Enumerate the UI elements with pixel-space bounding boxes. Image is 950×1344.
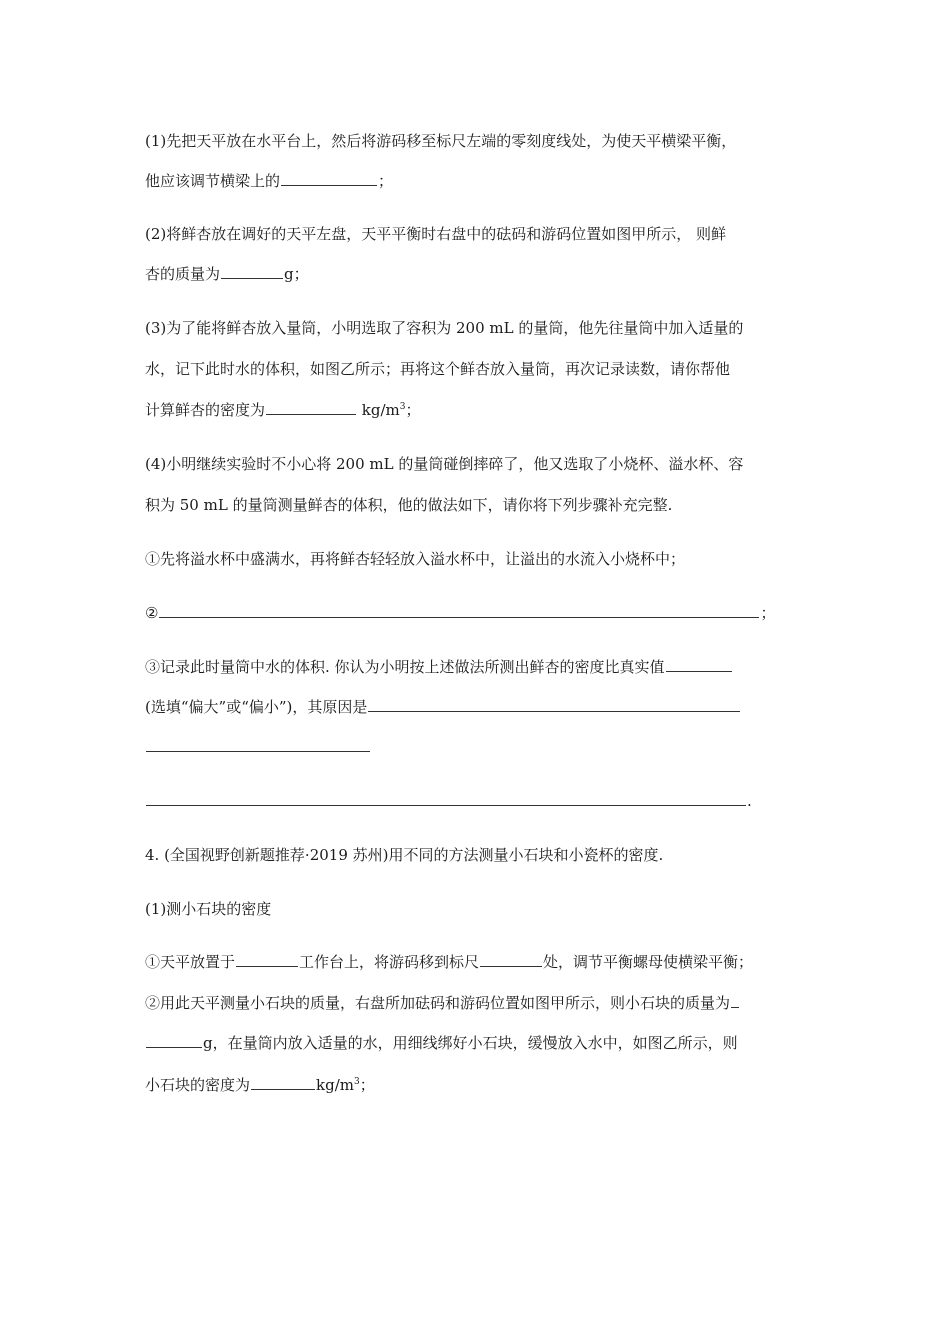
text: ； xyxy=(405,401,421,419)
q3-p1-line2 xyxy=(145,171,393,191)
text: g； xyxy=(284,265,309,283)
text: ③记录此时量筒中水的体积. 你认为小明按上述做法所测出鲜杏的密度比真实值 xyxy=(145,658,665,676)
answer-blank[interactable] xyxy=(480,952,542,967)
text: 积为 50 mL 的量筒测量鲜杏的体积，他的做法如下，请你将下列步骤补充完整. xyxy=(145,496,673,514)
text: 计算鲜杏的密度为 xyxy=(145,401,266,419)
text: 小石块的密度为 xyxy=(145,1076,251,1094)
unit: kg/m xyxy=(361,401,400,419)
text: ； xyxy=(760,604,776,622)
q3-p4-line2 xyxy=(145,495,672,515)
text: ② xyxy=(145,604,159,622)
q4-s2-line3 xyxy=(145,1075,375,1095)
q3-p3-line2 xyxy=(145,359,730,379)
text: 水，记下此时水的体积，如图乙所示；再将这个鲜杏放入量筒，再次记录读数，请你帮他 xyxy=(145,360,731,378)
answer-blank[interactable] xyxy=(251,1075,315,1090)
text: 4. (全国视野创新题推荐·2019 苏州)用不同的方法测量小石块和小瓷杯的密度. xyxy=(145,846,664,864)
q3-step3-line4 xyxy=(145,791,752,811)
answer-blank[interactable] xyxy=(159,603,759,618)
q3-p3-line3 xyxy=(145,400,421,420)
text: g，在量筒内放入适量的水，用细线绑好小石块，缓慢放入水中，如图乙所示，则 xyxy=(203,1034,738,1052)
answer-blank[interactable] xyxy=(731,993,739,1008)
text: (4)小明继续实验时不小心将 200 mL 的量筒碰倒摔碎了，他又选取了小烧杯、溢水杯、容 xyxy=(145,455,744,473)
answer-blank[interactable] xyxy=(236,952,298,967)
q3-step1 xyxy=(145,549,685,569)
q3-p3-line1 xyxy=(145,318,743,338)
unit-exponent: 3 xyxy=(399,402,406,412)
q4-s2-line1 xyxy=(145,993,740,1013)
q3-p2-line1 xyxy=(145,224,726,244)
text: (3)为了能将鲜杏放入量筒，小明选取了容积为 200 mL 的量筒，他先往量筒中加入适量的 xyxy=(145,319,744,337)
text: 处，调节平衡螺母使横梁平衡； xyxy=(543,953,754,971)
q4-s1 xyxy=(145,952,753,972)
text: ； xyxy=(378,172,394,190)
q3-step3-line3 xyxy=(145,737,371,757)
q3-step3-line2 xyxy=(145,697,741,717)
q3-step2 xyxy=(145,603,775,623)
unit: kg/m xyxy=(316,1076,354,1094)
q3-p4-line1 xyxy=(145,454,743,474)
text: (1)先把天平放在水平台上，然后将游码移至标尺左端的零刻度线处，为使天平横梁平衡， xyxy=(145,132,737,150)
text: ②用此天平测量小石块的质量，右盘所加砝码和游码位置如图甲所示，则小石块的质量为 xyxy=(145,994,731,1012)
answer-blank[interactable] xyxy=(368,697,740,712)
q4-s2-line2 xyxy=(145,1033,738,1053)
answer-blank[interactable] xyxy=(281,171,377,186)
text: 杏的质量为 xyxy=(145,265,221,283)
text: 工作台上，将游码移到标尺 xyxy=(299,953,480,971)
answer-blank[interactable] xyxy=(146,791,746,806)
answer-blank[interactable] xyxy=(266,400,356,415)
answer-blank[interactable] xyxy=(666,657,732,672)
text: ； xyxy=(359,1076,375,1094)
q3-p2-line2 xyxy=(145,264,309,284)
q4-sub1 xyxy=(145,899,271,919)
answer-blank[interactable] xyxy=(221,264,283,279)
q3-p1-line1 xyxy=(145,131,736,151)
text: . xyxy=(747,792,752,810)
text: (1)测小石块的密度 xyxy=(145,900,272,918)
unit-exponent: 3 xyxy=(353,1077,360,1087)
answer-blank[interactable] xyxy=(146,1033,202,1048)
answer-blank[interactable] xyxy=(146,737,370,752)
text: (2)将鲜杏放在调好的天平左盘，天平平衡时右盘中的砝码和游码位置如图甲所示， 则鲜 xyxy=(145,225,727,243)
q3-step3-line1 xyxy=(145,657,733,677)
text: (选填“偏大”或“偏小”)，其原因是 xyxy=(145,698,368,716)
text: 他应该调节横梁上的 xyxy=(145,172,281,190)
q4-title xyxy=(145,845,663,865)
text: ①天平放置于 xyxy=(145,953,236,971)
text: ①先将溢水杯中盛满水，再将鲜杏轻轻放入溢水杯中，让溢出的水流入小烧杯中； xyxy=(145,550,686,568)
